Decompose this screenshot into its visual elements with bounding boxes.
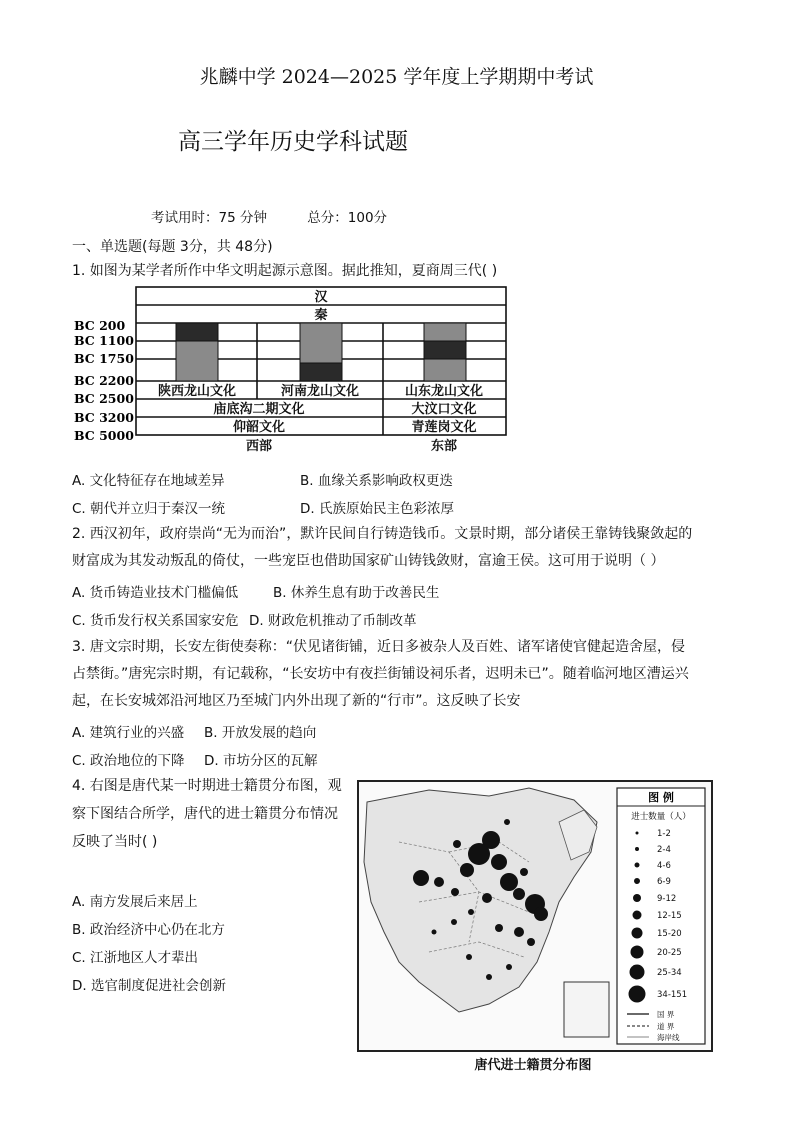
year-label: BC 5000: [74, 428, 134, 443]
q1-option-c[interactable]: C. 朝代并立归于秦汉一统: [72, 501, 226, 517]
legend-line: 海岸线: [657, 1033, 680, 1042]
q4-option-a[interactable]: A. 南方发展后来居上: [72, 894, 198, 910]
year-label: BC 2200: [74, 373, 134, 388]
q2-option-d[interactable]: D. 财政危机推动了币制改革: [249, 613, 417, 629]
bar-dark: [424, 341, 466, 359]
legend-item: 1-2: [657, 829, 671, 839]
culture-henan: 河南龙山文化: [280, 384, 360, 399]
q1-option-b[interactable]: B. 血缘关系影响政权更迭: [300, 473, 453, 489]
year-label: BC 1100: [74, 333, 134, 348]
legend-item: 15-20: [657, 929, 682, 939]
q4-option-d[interactable]: D. 选官制度促进社会创新: [72, 978, 226, 994]
q2-option-a[interactable]: A. 货币铸造业技术门槛偏低: [72, 585, 239, 601]
map-legend: [617, 788, 705, 1044]
q4-line-2: 察下图结合所学，唐代的进士籍贯分布情况: [72, 806, 338, 822]
year-label: BC 3200: [74, 410, 134, 425]
bar-gray: [424, 359, 466, 381]
culture-miaodigou: 庙底沟二期文化: [213, 402, 305, 417]
legend-item: 2-4: [657, 845, 671, 855]
bar-dark: [176, 323, 218, 341]
section-heading: 一、单选题(每题 3分，共 48分): [72, 239, 273, 255]
q1-option-d[interactable]: D. 氏族原始民主色彩浓厚: [300, 501, 454, 517]
q4-line-1: 4. 右图是唐代某一时期进士籍贯分布图，观: [72, 778, 342, 794]
row-qin: 秦: [314, 308, 328, 323]
legend-item: 12-15: [657, 911, 682, 921]
culture-qingliangang: 青莲岗文化: [411, 420, 477, 435]
legend-item: 34-151: [657, 990, 688, 1000]
year-label: BC 200: [74, 318, 126, 333]
exam-score: 总分：100分: [307, 210, 388, 226]
subject-title: 高三学年历史学科试题: [178, 129, 408, 155]
q3-option-c[interactable]: C. 政治地位的下降: [72, 753, 185, 769]
school-exam-title: 兆麟中学 2024—2025 学年度上学期期中考试: [199, 66, 594, 88]
legend-item: 25-34: [657, 968, 682, 978]
q3-line-2: 占禁街。”唐宪宗时期，有记载称，“长安坊中有夜拦街铺设祠乐者，迟明未已”。随着临河地区漕运兴: [72, 666, 689, 682]
bar-gray: [176, 341, 218, 381]
q4-line-3: 反映了当时( ): [72, 834, 158, 850]
exam-info: [151, 206, 423, 226]
culture-shaanxi: 陕西龙山文化: [157, 384, 237, 399]
culture-shandong: 山东龙山文化: [404, 384, 484, 399]
q2-line-2: 财富成为其发动叛乱的倚仗，一些宠臣也借助国家矿山铸钱敛财，富逾王侯。这可用于说明（ ）: [72, 553, 665, 569]
label-west: 西部: [245, 439, 273, 454]
q4-option-c[interactable]: C. 江浙地区人才辈出: [72, 950, 199, 966]
legend-title: 图 例: [648, 791, 674, 804]
legend-item: 4-6: [657, 861, 671, 871]
q3-line-1: 3. 唐文宗时期，长安左街使奏称：“伏见诸街铺，近日多被杂人及百姓、诸军诸使官健起造舍屋，侵: [72, 639, 686, 655]
q4-option-b[interactable]: B. 政治经济中心仍在北方: [72, 922, 225, 938]
civilization-origin-chart: [72, 286, 512, 454]
year-label: BC 2500: [74, 391, 134, 406]
q2-option-c[interactable]: C. 货币发行权关系国家安危: [72, 613, 239, 629]
legend-line: 道 界: [657, 1022, 675, 1031]
tang-jinshi-map: [357, 780, 713, 1052]
south-sea-inset: [564, 982, 609, 1037]
culture-dawenkou: 大汶口文化: [411, 402, 477, 417]
year-label: BC 1750: [74, 351, 134, 366]
bar-gray: [300, 323, 342, 363]
q3-option-a[interactable]: A. 建筑行业的兴盛: [72, 725, 185, 741]
legend-item: 20-25: [657, 948, 682, 958]
exam-time: 考试用时：75 分钟: [151, 210, 267, 226]
legend-item: 9-12: [657, 894, 677, 904]
q3-option-b[interactable]: B. 开放发展的趋向: [204, 725, 317, 741]
legend-subtitle: 进士数量（人）: [631, 812, 691, 822]
q3-option-d[interactable]: D. 市坊分区的瓦解: [204, 753, 318, 769]
bar-dark: [300, 363, 342, 381]
q3-line-3: 起，在长安城郊沿河地区乃至城门内外出现了新的“行市”。这反映了长安: [72, 693, 521, 709]
row-han: 汉: [314, 290, 328, 305]
q1-option-a[interactable]: A. 文化特征存在地域差异: [72, 473, 225, 489]
culture-yangshao: 仰韶文化: [232, 420, 286, 435]
legend-line: 国 界: [657, 1010, 675, 1019]
map-caption: 唐代进士籍贯分布图: [474, 1058, 592, 1073]
label-east: 东部: [430, 439, 458, 454]
bar-gray: [424, 323, 466, 341]
q2-line-1: 2. 西汉初年，政府崇尚“无为而治”，默许民间自行铸造钱币。文景时期，部分诸侯王靠铸钱聚敛起的: [72, 526, 693, 542]
q1-stem: 1. 如图为某学者所作中华文明起源示意图。据此推知，夏商周三代( ): [72, 263, 498, 279]
legend-item: 6-9: [657, 877, 671, 887]
q2-option-b[interactable]: B. 休养生息有助于改善民生: [273, 585, 440, 601]
